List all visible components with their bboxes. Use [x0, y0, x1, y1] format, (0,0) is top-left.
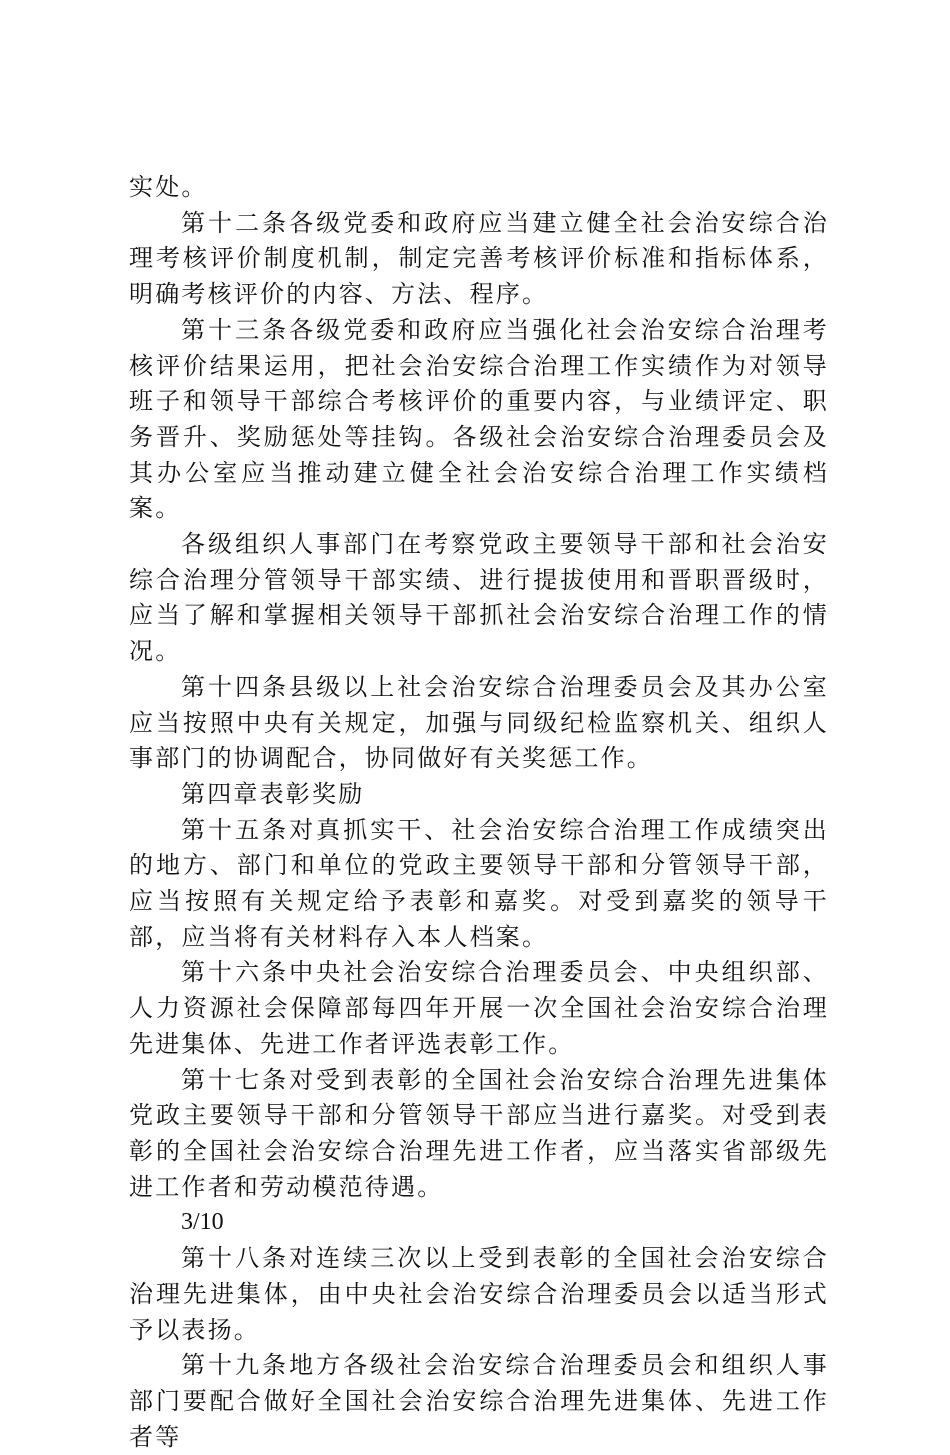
paragraph-article-18: 第十八条对连续三次以上受到表彰的全国社会治安综合治理先进集体，由中央社会治安综合治理委员会以适当形式予以表扬。	[129, 1244, 829, 1344]
paragraph-article-14: 第十四条县级以上社会治安综合治理委员会及其办公室应当按照中央有关规定，加强与同级纪检监察机关、组织人事部门的协调配合，协同做好有关奖惩工作。	[129, 672, 829, 773]
paragraph-personnel-departments: 各级组织人事部门在考察党政主要领导干部和社会治安综合治理分管领导干部实绩、进行提拔使用和晋职晋级时，应当了解和掌握相关领导干部抓社会治安综合治理工作的情况。	[129, 530, 829, 666]
paragraph-article-15: 第十五条对真抓实干、社会治安综合治理工作成绩突出的地方、部门和单位的党政主要领导干部和分管领导干部，应当按照有关规定给予表彰和嘉奖。对受到嘉奖的领导干部，应当将有关材料存入本人档案。	[129, 815, 829, 951]
paragraph-continuation: 实处。	[129, 173, 208, 201]
paragraph-article-17: 第十七条对受到表彰的全国社会治安综合治理先进集体党政主要领导干部和分管领导干部应当进行嘉奖。对受到表彰的全国社会治安综合治理先进工作者，应当落实省部级先进工作者和劳动模范待遇。	[129, 1065, 829, 1201]
paragraph-article-19: 第十九条地方各级社会治安综合治理委员会和组织人事部门要配合做好全国社会治安综合治理先进集体、先进工作者等	[129, 1351, 829, 1451]
paragraph-article-16: 第十六条中央社会治安综合治理委员会、中央组织部、人力资源社会保障部每四年开展一次全国社会治安综合治理先进集体、先进工作者评选表彰工作。	[129, 958, 829, 1058]
document-body	[129, 170, 829, 1455]
chapter-heading: 第四章表彰奖励	[181, 779, 365, 808]
page-number: 3/10	[181, 1209, 224, 1236]
paragraph-article-13: 第十三条各级党委和政府应当强化社会治安综合治理考核评价结果运用，把社会治安综合治理工作实绩作为对领导班子和领导干部综合考核评价的重要内容，与业绩评定、职务晋升、奖励惩处等挂钩。各级社会治安综合治理委员会及其办公室应当推动建立健全社会治安综合治理工作实绩档案。	[129, 315, 829, 523]
paragraph-article-12: 第十二条各级党委和政府应当建立健全社会治安综合治理考核评价制度机制，制定完善考核评价标准和指标体系，明确考核评价的内容、方法、程序。	[129, 208, 829, 309]
